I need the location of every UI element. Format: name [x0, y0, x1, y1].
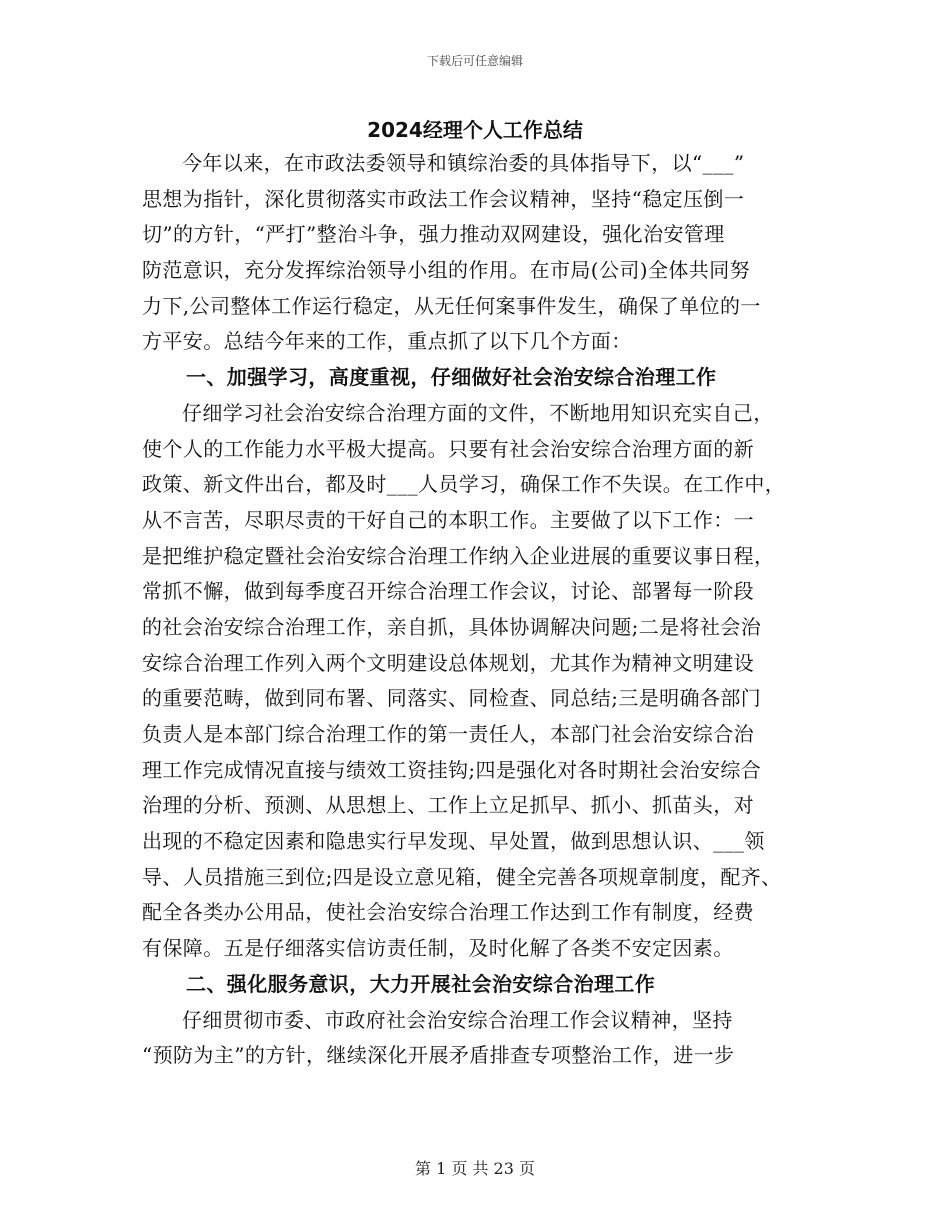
paragraph-line: 是把维护稳定暨社会治安综合治理工作纳入企业进展的重要议事日程， [142, 543, 775, 568]
paragraph-line: 出现的不稳定因素和隐患实行早发现、早处置，做到思想认识、___领 [142, 829, 765, 854]
section-heading: 一、加强学习，高度重视，仔细做好社会治安综合治理工作 [186, 365, 717, 390]
paragraph-line: 常抓不懈，做到每季度召开综合治理工作会议，讨论、部署每一阶段 [142, 579, 754, 604]
section-heading: 二、强化服务意识，大力开展社会治安综合治理工作 [186, 971, 656, 996]
paragraph-line: 政策、新文件出台，都及时___人员学习，确保工作不失误。在工作中， [142, 472, 786, 497]
paragraph-line: 防范意识，充分发挥综治领导小组的作用。在市局(公司)全体共同努 [142, 258, 751, 283]
paragraph-line: 的重要范畴，做到同布署、同落实、同检查、同总结;三是明确各部门 [142, 686, 762, 711]
paragraph-line: 的社会治安综合治理工作，亲自抓，具体协调解决问题;二是将社会治 [142, 614, 762, 639]
paragraph-line: 导、人员措施三到位;四是设立意见箱，健全完善各项规章制度，配齐、 [142, 864, 782, 889]
paragraph-line: 思想为指针，深化贯彻落实市政法工作会议精神，坚持“稳定压倒一 [142, 186, 745, 211]
paragraph-line: 治理的分析、预测、从思想上、工作上立足抓早、抓小、抓苗头，对 [142, 793, 754, 818]
paragraph-line: 使个人的工作能力水平极大提高。只要有社会治安综合治理方面的新 [142, 436, 754, 461]
paragraph-line: 力下,公司整体工作运行稳定，从无任何案事件发生，确保了单位的一 [142, 293, 761, 318]
paragraph-line: 配全各类办公用品，使社会治安综合治理工作达到工作有制度，经费 [142, 900, 754, 925]
paragraph-line: 负责人是本部门综合治理工作的第一责任人，本部门社会治安综合治 [142, 722, 754, 746]
paragraph-line: “预防为主”的方针，继续深化开展矛盾排查专项整治工作，进一步 [142, 1043, 735, 1068]
paragraph-line: 理工作完成情况直接与绩效工资挂钩;四是强化对各时期社会治安综合 [142, 757, 762, 782]
document-title: 2024经理个人工作总结 [367, 118, 583, 142]
paragraph-line: 从不言苦，尽职尽责的干好自己的本职工作。主要做了以下工作：一 [142, 507, 754, 532]
page-number: 第 1 页 共 23 页 [415, 1159, 535, 1178]
paragraph-line: 今年以来，在市政法委领导和镇综治委的具体指导下，以“___” [182, 151, 745, 175]
paragraph-line: 仔细学习社会治安综合治理方面的文件，不断地用知识充实自己， [182, 400, 774, 425]
paragraph-line: 仔细贯彻市委、市政府社会治安综合治理工作会议精神，坚持 [182, 1007, 733, 1032]
document-body [142, 146, 822, 1074]
paragraph-line: 切”的方针，“严打”整治斗争，强力推动双网建设，强化治安管理 [142, 222, 725, 247]
page-header-note: 下载后可任意编辑 [426, 54, 523, 68]
paragraph-line: 方平安。总结今年来的工作，重点抓了以下几个方面： [142, 329, 632, 354]
paragraph-line: 有保障。五是仔细落实信访责任制，及时化解了各类不安定因素。 [142, 936, 734, 961]
paragraph-line: 安综合治理工作列入两个文明建设总体规划，尤其作为精神文明建设 [142, 650, 754, 675]
